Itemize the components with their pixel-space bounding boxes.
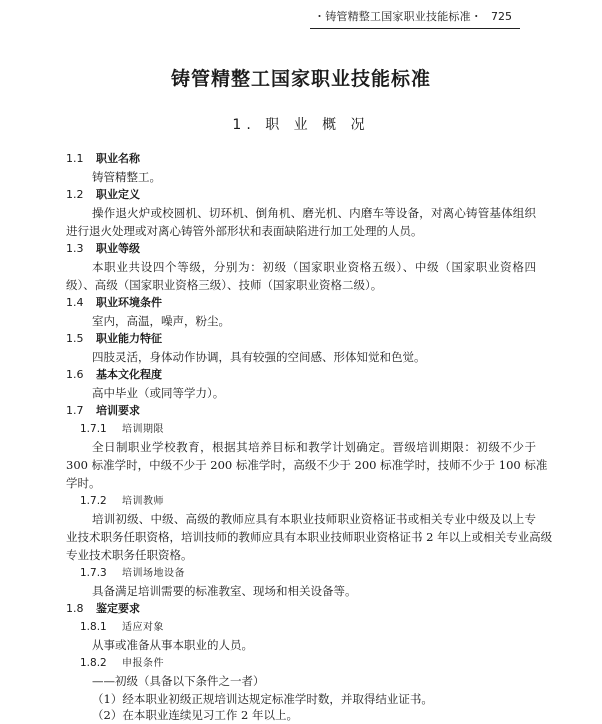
page-title: 铸管精整工国家职业技能标准 xyxy=(170,68,431,90)
section-label: 基本文化程度 xyxy=(96,368,162,381)
section-text-1-5: 四肢灵活，身体动作协调，具有较强的空间感、形体知觉和色觉。 xyxy=(92,350,426,364)
paragraph-line: ——初级（具备以下条件之一者） xyxy=(92,674,265,688)
paragraph-line: 操作退火炉或校圆机、切环机、倒角机、磨光机、内磨车等设备，对离心铸管基体组织 xyxy=(92,206,536,220)
section-text-1-1: 铸管精整工。 xyxy=(92,170,161,184)
section-heading-1-5 xyxy=(66,330,162,348)
section-heading-1-8 xyxy=(66,600,140,618)
subsection-number: 1.8.2 xyxy=(80,657,107,669)
section-label: 职业名称 xyxy=(96,152,140,165)
subsection-number: 1.8.1 xyxy=(80,621,107,633)
subsection-label: 适应对象 xyxy=(122,622,164,633)
subsection-label: 培训期限 xyxy=(122,424,164,435)
section-heading-1-1 xyxy=(66,150,140,168)
running-title: ・铸管精整工国家职业技能标准・ xyxy=(314,10,482,23)
section-heading-1-2 xyxy=(66,186,140,204)
section-number: 1.7 xyxy=(66,404,84,417)
subsection-heading-1-7-2 xyxy=(80,492,164,511)
section-number: 1.3 xyxy=(66,242,84,255)
paragraph-line: 全日制职业学校教育，根据其培养目标和教学计划确定。晋级培训期限：初级不少于 xyxy=(92,440,536,454)
section-number: 1.5 xyxy=(66,332,84,345)
subsection-number: 1.7.3 xyxy=(80,567,107,579)
section-number: 1.6 xyxy=(66,368,84,381)
paragraph-line: 培训初级、中级、高级的教师应具有本职业技师职业资格证书或相关专业中级及以上专 xyxy=(92,512,536,526)
subsection-label: 培训场地设备 xyxy=(122,568,185,579)
chapter-heading: 1. 职 业 概 况 xyxy=(232,117,370,133)
paragraph-line: 学时。 xyxy=(66,476,101,490)
subsection-label: 培训教师 xyxy=(122,496,164,507)
page-number: 725 xyxy=(491,10,512,23)
section-number: 1.8 xyxy=(66,602,84,615)
section-heading-1-4 xyxy=(66,294,162,312)
section-label: 职业能力特征 xyxy=(96,332,162,345)
subsection-heading-1-7-1 xyxy=(80,420,164,439)
section-heading-1-3 xyxy=(66,240,140,258)
subsection-label: 申报条件 xyxy=(122,658,164,669)
section-text-1-6: 高中毕业（或同等学力）。 xyxy=(92,386,225,400)
paragraph-line: （1）经本职业初级正规培训达规定标准学时数，并取得结业证书。 xyxy=(92,692,433,706)
subsection-heading-1-8-2 xyxy=(80,654,164,673)
section-label: 职业环境条件 xyxy=(96,296,162,309)
paragraph-line: 本职业共设四个等级，分别为：初级（国家职业资格五级）、中级（国家职业资格四 xyxy=(92,260,536,274)
section-number: 1.1 xyxy=(66,152,84,165)
paragraph-line: 从事或准备从事本职业的人员。 xyxy=(92,638,253,652)
subsection-heading-1-7-3 xyxy=(80,564,185,583)
section-heading-1-7 xyxy=(66,402,140,420)
section-label: 职业等级 xyxy=(96,242,140,255)
subsection-number: 1.7.1 xyxy=(80,423,107,435)
section-label: 鉴定要求 xyxy=(96,602,140,615)
paragraph-line: 300 标准学时，中级不少于 200 标准学时，高级不少于 200 标准学时，技师不少于 100 标准 xyxy=(66,458,548,472)
section-number: 1.4 xyxy=(66,296,84,309)
running-header xyxy=(310,8,520,29)
section-heading-1-6 xyxy=(66,366,162,384)
subsection-heading-1-8-1 xyxy=(80,618,164,637)
paragraph-line: 专业技术职务任职资格。 xyxy=(66,548,193,562)
paragraph-line: 具备满足培训需要的标准教室、现场和相关设备等。 xyxy=(92,584,357,598)
paragraph-line: （2）在本职业连续见习工作 2 年以上。 xyxy=(92,708,298,722)
section-text-1-4: 室内，高温，噪声，粉尘。 xyxy=(92,314,230,328)
section-label: 培训要求 xyxy=(96,404,140,417)
subsection-number: 1.7.2 xyxy=(80,495,107,507)
paragraph-line: 进行退火处理或对离心铸管外部形状和表面缺陷进行加工处理的人员。 xyxy=(66,224,423,238)
paragraph-line: 级）、高级（国家职业资格三级）、技师（国家职业资格二级）。 xyxy=(66,278,383,292)
section-number: 1.2 xyxy=(66,188,84,201)
section-label: 职业定义 xyxy=(96,188,140,201)
paragraph-line: 业技术职务任职资格，培训技师的教师应具有本职业技师职业资格证书 2 年以上或相关专业高级 xyxy=(66,530,553,544)
